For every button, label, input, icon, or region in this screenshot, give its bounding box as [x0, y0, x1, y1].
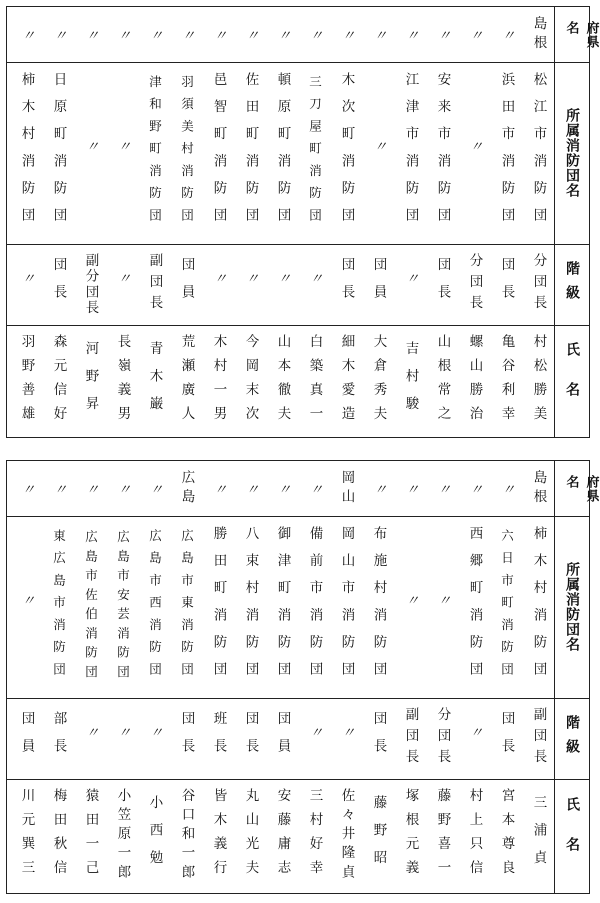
rank-header: [555, 244, 589, 325]
cell-rank-text: 〃: [274, 270, 291, 299]
cell-name-text: 塚根元義: [402, 788, 419, 884]
cell-pref-text: 〃: [498, 27, 515, 42]
cell-pref-text: 〃: [498, 481, 515, 496]
cell-rank-text: 分団長: [434, 706, 451, 771]
cell-name: [140, 779, 169, 893]
name-header-label: 氏名: [564, 342, 580, 422]
cell-rank: [12, 244, 41, 325]
cell-brigade-text: 〃: [434, 593, 451, 621]
cell-pref-text: 〃: [18, 481, 35, 496]
cell-name-text: 森元信好: [50, 334, 67, 430]
cell-brigade-text: 〃: [402, 593, 419, 621]
cell-brigade: [524, 62, 553, 244]
cell-rank: [172, 244, 201, 325]
cell-brigade-text: 津和野町消防団: [147, 75, 163, 231]
cell-rank-text: 〃: [114, 270, 131, 299]
cell-name: [44, 325, 73, 439]
cell-brigade: [268, 62, 297, 244]
cell-rank-text: 〃: [242, 270, 259, 299]
cell-rank: [108, 244, 137, 325]
cell-name: [524, 779, 553, 893]
cell-name-text: 小笠原一郎: [114, 788, 131, 884]
cell-brigade: [364, 62, 393, 244]
cell-brigade: [396, 62, 425, 244]
cell-name: [268, 325, 297, 439]
cell-pref-text: 〃: [146, 27, 163, 42]
cell-name: [44, 779, 73, 893]
cell-pref-text: 〃: [434, 481, 451, 496]
cell-brigade: [236, 62, 265, 244]
cell-brigade-text: 西郷町消防団: [466, 525, 483, 689]
cell-pref-text: 〃: [50, 481, 67, 496]
cell-brigade-text: 六日市町消防団: [499, 529, 515, 685]
cell-name: [108, 779, 137, 893]
cell-rank: [204, 698, 233, 779]
cell-pref: [108, 461, 137, 516]
cell-name-text: 佐々井隆貞: [338, 788, 355, 884]
cell-name-text: 長嶺義男: [114, 334, 131, 430]
cell-pref: [364, 461, 393, 516]
cell-brigade-text: 〃: [466, 139, 483, 167]
cell-rank-text: 団員: [178, 257, 195, 312]
cell-pref: [12, 461, 41, 516]
prefecture-header-line2: 府県: [583, 474, 599, 503]
cell-brigade: [44, 516, 73, 698]
cell-rank-text: 団長: [498, 711, 515, 766]
cell-brigade-text: 広島市西消防団: [147, 529, 163, 685]
cell-brigade: [364, 516, 393, 698]
cell-pref: [364, 7, 393, 62]
cell-pref-text: 〃: [210, 27, 227, 42]
cell-pref: [12, 7, 41, 62]
cell-name: [396, 779, 425, 893]
cell-pref-text: 〃: [146, 481, 163, 496]
cell-rank: [140, 244, 169, 325]
cell-brigade: [300, 62, 329, 244]
cell-name-text: 梅田秋信: [50, 788, 67, 884]
cell-brigade: [108, 516, 137, 698]
cell-rank: [332, 698, 361, 779]
cell-brigade: [204, 516, 233, 698]
cell-name-text: 小西勉: [146, 794, 163, 878]
cell-brigade: [396, 516, 425, 698]
cell-rank: [524, 698, 553, 779]
cell-pref-text: 〃: [242, 481, 259, 496]
cell-name: [12, 779, 41, 893]
cell-pref: [332, 461, 361, 516]
cell-name-text: 三村好幸: [306, 788, 323, 884]
cell-pref-text: 広島: [178, 469, 195, 508]
cell-rank: [204, 244, 233, 325]
cell-rank-text: 〃: [114, 724, 131, 753]
cell-pref: [460, 7, 489, 62]
cell-rank-text: 団長: [50, 257, 67, 312]
cell-brigade-text: 八束村消防団: [242, 525, 259, 689]
cell-name-text: 皆木義行: [210, 788, 227, 884]
cell-rank-text: 団長: [242, 711, 259, 766]
cell-rank-text: 〃: [82, 724, 99, 753]
cell-name-text: 藤野昭: [370, 794, 387, 878]
cell-name: [172, 325, 201, 439]
cell-name-text: 羽野善雄: [18, 334, 35, 430]
cell-name-text: 三浦貞: [530, 794, 547, 878]
cell-rank-text: 部長: [50, 711, 67, 766]
cell-brigade-text: 柿木村消防団: [18, 71, 35, 235]
cell-brigade: [332, 62, 361, 244]
cell-rank: [268, 244, 297, 325]
cell-brigade-text: 広島市佐伯消防団: [83, 530, 99, 684]
cell-rank-text: 副団長: [530, 706, 547, 771]
cell-pref: [268, 461, 297, 516]
cell-rank-text: 〃: [338, 724, 355, 753]
cell-name: [236, 779, 265, 893]
cell-rank: [44, 698, 73, 779]
cell-name: [460, 325, 489, 439]
cell-rank-text: 〃: [210, 270, 227, 299]
cell-pref-text: 〃: [114, 27, 131, 42]
cell-rank: [44, 244, 73, 325]
table-bottom: [6, 460, 599, 894]
cell-brigade: [12, 62, 41, 244]
cell-name: [300, 779, 329, 893]
cell-name-text: 谷口和一郎: [178, 788, 195, 884]
prefecture-header-line3: 名: [563, 20, 579, 35]
cell-brigade: [236, 516, 265, 698]
cell-pref: [428, 461, 457, 516]
cell-rank: [236, 244, 265, 325]
cell-pref: [524, 461, 553, 516]
cell-pref: [300, 461, 329, 516]
cell-rank: [300, 698, 329, 779]
cell-brigade-text: 布施村消防団: [370, 525, 387, 689]
cell-rank-text: 〃: [18, 270, 35, 299]
cell-name: [76, 325, 105, 439]
cell-pref: [460, 461, 489, 516]
cell-rank: [460, 698, 489, 779]
cell-rank-text: 団長: [338, 257, 355, 312]
cell-rank: [396, 244, 425, 325]
prefecture-header: [555, 461, 599, 516]
cell-pref: [140, 7, 169, 62]
cell-name-text: 吉村駿: [402, 340, 419, 424]
cell-name-text: 宮本尊良: [498, 788, 515, 884]
cell-pref: [236, 7, 265, 62]
cell-pref-text: 〃: [370, 27, 387, 42]
cell-name-text: 山根常之: [434, 334, 451, 430]
cell-brigade: [204, 62, 233, 244]
cell-brigade-text: 浜田市消防団: [498, 71, 515, 235]
cell-brigade-text: 〃: [82, 139, 99, 167]
cell-pref: [44, 7, 73, 62]
cell-pref: [204, 7, 233, 62]
cell-name-text: 川元巽三: [18, 788, 35, 884]
cell-brigade-text: 広島市安芸消防団: [115, 530, 131, 684]
cell-pref-text: 島根: [530, 15, 547, 54]
cell-name: [204, 779, 233, 893]
cell-name: [364, 325, 393, 439]
cell-brigade-text: 東広島市消防団: [51, 529, 67, 685]
cell-rank-text: 団員: [370, 257, 387, 312]
cell-pref-text: 〃: [434, 27, 451, 42]
cell-brigade: [460, 516, 489, 698]
cell-name-text: 藤野喜一: [434, 788, 451, 884]
cell-brigade-text: 邑智町消防団: [210, 71, 227, 235]
cell-brigade: [76, 516, 105, 698]
cell-pref: [524, 7, 553, 62]
cell-rank: [332, 244, 361, 325]
cell-name-text: 丸山光夫: [242, 788, 259, 884]
cell-name: [300, 325, 329, 439]
cell-pref-text: 島根: [530, 469, 547, 508]
cell-name: [428, 325, 457, 439]
cell-name: [236, 325, 265, 439]
cell-name: [140, 325, 169, 439]
cell-brigade-text: 広島市東消防団: [179, 529, 195, 685]
cell-pref-text: 〃: [306, 27, 323, 42]
cell-rank-text: 副分団長: [82, 253, 99, 316]
cell-name-text: 山本徹夫: [274, 334, 291, 430]
cell-name: [364, 779, 393, 893]
cell-rank-text: 団員: [274, 711, 291, 766]
cell-name: [204, 325, 233, 439]
table-top: [6, 6, 599, 438]
cell-brigade: [12, 516, 41, 698]
cell-brigade-text: 御津町消防団: [274, 525, 291, 689]
name-header: [555, 325, 589, 439]
brigade-header: [555, 62, 589, 244]
cell-brigade: [172, 516, 201, 698]
cell-pref: [396, 7, 425, 62]
cell-rank-text: 〃: [466, 724, 483, 753]
cell-pref: [332, 7, 361, 62]
cell-pref: [76, 7, 105, 62]
cell-rank: [364, 244, 393, 325]
cell-brigade-text: 勝田町消防団: [210, 525, 227, 689]
cell-name: [524, 325, 553, 439]
cell-rank: [76, 244, 105, 325]
cell-rank-text: 団長: [498, 257, 515, 312]
cell-pref-text: 〃: [402, 481, 419, 496]
rank-header: [555, 698, 589, 779]
cell-rank: [300, 244, 329, 325]
cell-brigade: [332, 516, 361, 698]
cell-pref-text: 〃: [402, 27, 419, 42]
cell-brigade-text: 頓原町消防団: [274, 71, 291, 235]
cell-rank: [492, 698, 521, 779]
cell-pref-text: 〃: [82, 481, 99, 496]
cell-name: [492, 779, 521, 893]
cell-brigade-text: 羽須美村消防団: [179, 75, 195, 231]
cell-pref-text: 〃: [466, 481, 483, 496]
cell-pref: [428, 7, 457, 62]
cell-pref-text: 〃: [466, 27, 483, 42]
cell-pref: [236, 461, 265, 516]
cell-brigade: [428, 62, 457, 244]
cell-rank: [76, 698, 105, 779]
brigade-header-label: 所属消防団名: [564, 562, 580, 652]
cell-rank: [428, 244, 457, 325]
cell-name-text: 青木巌: [146, 340, 163, 424]
prefecture-header-line2: 府県: [583, 20, 599, 49]
name-header: [555, 779, 589, 895]
cell-brigade: [492, 62, 521, 244]
rank-header-label: 階級: [564, 714, 580, 763]
table-body: [7, 7, 555, 439]
cell-rank: [364, 698, 393, 779]
cell-name-text: 細木愛造: [338, 334, 355, 430]
brigade-header: [555, 516, 589, 698]
cell-pref-text: 〃: [114, 481, 131, 496]
cell-rank-text: 副団長: [402, 706, 419, 771]
cell-rank: [492, 244, 521, 325]
cell-pref-text: 〃: [338, 27, 355, 42]
cell-name-text: 螺山勝治: [466, 334, 483, 430]
cell-rank: [140, 698, 169, 779]
cell-name-text: 木村一男: [210, 334, 227, 430]
cell-pref-text: 〃: [50, 27, 67, 42]
cell-brigade-text: 江津市消防団: [402, 71, 419, 235]
cell-pref: [396, 461, 425, 516]
cell-name: [332, 779, 361, 893]
cell-name: [428, 779, 457, 893]
cell-pref-text: 〃: [210, 481, 227, 496]
cell-pref: [140, 461, 169, 516]
cell-brigade-text: 佐田町消防団: [242, 71, 259, 235]
cell-name: [268, 779, 297, 893]
cell-rank: [268, 698, 297, 779]
cell-rank-text: 分団長: [466, 252, 483, 317]
cell-name-text: 村上只信: [466, 788, 483, 884]
cell-rank: [396, 698, 425, 779]
cell-name-text: 荒瀬廣人: [178, 334, 195, 430]
cell-brigade: [108, 62, 137, 244]
cell-brigade: [492, 516, 521, 698]
cell-name: [172, 779, 201, 893]
cell-pref: [204, 461, 233, 516]
cell-brigade-text: 木次町消防団: [338, 71, 355, 235]
rank-header-label: 階級: [564, 260, 580, 309]
cell-pref: [44, 461, 73, 516]
cell-brigade-text: 松江市消防団: [530, 71, 547, 235]
cell-pref: [492, 461, 521, 516]
cell-brigade: [428, 516, 457, 698]
cell-brigade: [300, 516, 329, 698]
cell-rank-text: 分団長: [530, 252, 547, 317]
cell-pref-text: 〃: [18, 27, 35, 42]
cell-brigade: [460, 62, 489, 244]
cell-name-text: 村松勝美: [530, 334, 547, 430]
cell-brigade-text: 岡山市消防団: [338, 525, 355, 689]
cell-pref-text: 〃: [274, 481, 291, 496]
cell-rank: [172, 698, 201, 779]
cell-rank: [236, 698, 265, 779]
cell-pref: [268, 7, 297, 62]
cell-pref: [492, 7, 521, 62]
cell-brigade: [268, 516, 297, 698]
cell-name: [76, 779, 105, 893]
cell-rank-text: 〃: [402, 270, 419, 299]
cell-name-text: 大倉秀夫: [370, 334, 387, 430]
cell-pref: [172, 7, 201, 62]
cell-name: [108, 325, 137, 439]
cell-brigade-text: 安来市消防団: [434, 71, 451, 235]
cell-rank-text: 団長: [434, 257, 451, 312]
table-body: [7, 461, 555, 895]
cell-name: [492, 325, 521, 439]
cell-brigade: [172, 62, 201, 244]
cell-brigade: [76, 62, 105, 244]
cell-brigade: [524, 516, 553, 698]
cell-pref-text: 岡山: [338, 469, 355, 508]
prefecture-header-line3: 名: [563, 474, 579, 489]
cell-pref: [300, 7, 329, 62]
cell-rank: [460, 244, 489, 325]
cell-rank: [108, 698, 137, 779]
cell-name-text: 亀谷利幸: [498, 334, 515, 430]
prefecture-header: [555, 7, 599, 62]
cell-rank: [524, 244, 553, 325]
cell-name: [460, 779, 489, 893]
cell-name-text: 猿田一己: [82, 788, 99, 884]
cell-name: [332, 325, 361, 439]
cell-brigade-text: 備前市消防団: [306, 525, 323, 689]
name-header-label: 氏名: [564, 797, 580, 877]
cell-rank-text: 〃: [306, 724, 323, 753]
cell-name-text: 安藤庸志: [274, 788, 291, 884]
cell-rank-text: 〃: [146, 724, 163, 753]
cell-name: [396, 325, 425, 439]
cell-brigade: [140, 62, 169, 244]
cell-rank: [428, 698, 457, 779]
cell-rank-text: 班長: [210, 711, 227, 766]
cell-brigade-text: 三刀屋町消防団: [307, 75, 323, 231]
cell-rank-text: 副団長: [146, 252, 163, 317]
cell-brigade: [140, 516, 169, 698]
cell-name-text: 今岡末次: [242, 334, 259, 430]
cell-rank-text: 〃: [306, 270, 323, 299]
cell-rank-text: 団員: [18, 711, 35, 766]
cell-brigade-text: 日原町消防団: [50, 71, 67, 235]
cell-brigade-text: 〃: [18, 593, 35, 621]
cell-brigade: [44, 62, 73, 244]
cell-rank: [12, 698, 41, 779]
cell-pref: [108, 7, 137, 62]
cell-rank-text: 団長: [178, 711, 195, 766]
cell-brigade-text: 〃: [114, 139, 131, 167]
cell-rank-text: 団長: [370, 711, 387, 766]
cell-pref-text: 〃: [306, 481, 323, 496]
cell-pref: [172, 461, 201, 516]
cell-pref-text: 〃: [242, 27, 259, 42]
brigade-header-label: 所属消防団名: [564, 108, 580, 198]
cell-pref-text: 〃: [82, 27, 99, 42]
cell-brigade-text: 〃: [370, 139, 387, 167]
cell-name-text: 白築真一: [306, 334, 323, 430]
cell-brigade-text: 柿木村消防団: [530, 525, 547, 689]
cell-pref: [76, 461, 105, 516]
cell-pref-text: 〃: [178, 27, 195, 42]
cell-pref-text: 〃: [370, 481, 387, 496]
cell-name-text: 河野昇: [82, 340, 99, 424]
cell-name: [12, 325, 41, 439]
cell-pref-text: 〃: [274, 27, 291, 42]
